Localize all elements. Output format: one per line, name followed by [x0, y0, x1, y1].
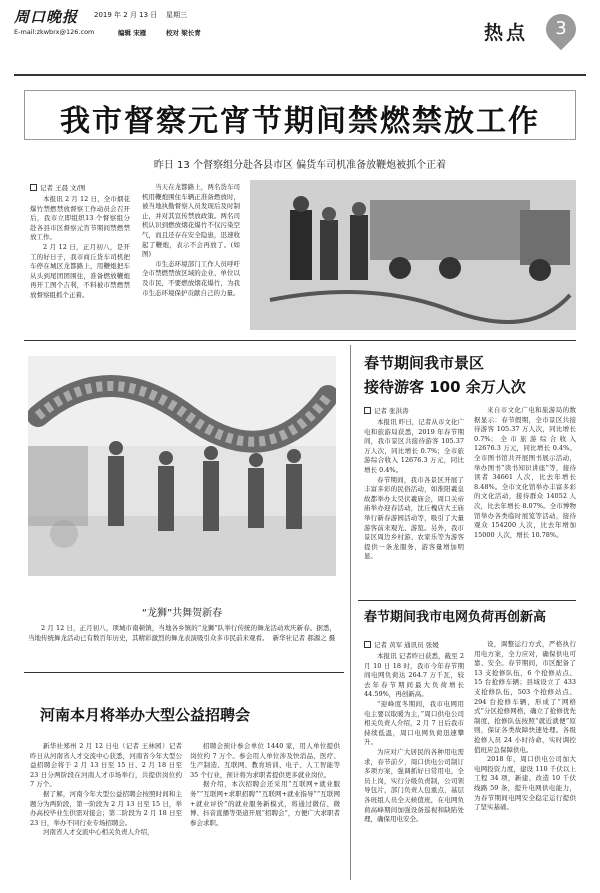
dragon-caption-text: 2 月 12 日，正月初八，项城市南顿镇，当地各乡镇的“龙狮”队举行传统的舞龙活动欢庆新春。据悉，当地传统舞龙活动已有数百年历史，其精彩激烈的舞龙表演吸引众多市民前来观看。 — [28, 624, 336, 642]
tourism-column-1 — [364, 418, 464, 596]
paragraph: 市生态环境部门工作人员呼吁全市禁燃禁放区域的企业、单位以及市民，不要燃放烟花爆竹，为我市生态环境保护贡献自己的力量。 — [142, 259, 240, 297]
dragon-divider — [24, 672, 344, 673]
paragraph: 当天在龙都路上，两名货车司机用鞭炮围住车辆正准备燃放时，被当地执勤督察人员发现后及时制止，并对其宣传禁放政策。两名司机认识到燃放烟花爆竹不仅污染空气，而且还存在安全隐患，迅速收起了鞭炮，表示不会再放了。(如图) — [142, 183, 240, 259]
job-fair-headline: 河南本月将举办大型公益招聘会 — [40, 706, 251, 724]
tourism-divider — [358, 600, 576, 601]
column-divider — [350, 345, 351, 880]
power-byline-text: 记者 黄军 通讯员 张媛 — [374, 641, 439, 649]
paper-name: 周口晚报 — [14, 8, 79, 26]
lead-headline: 我市督察元宵节期间禁燃禁放工作 — [60, 104, 540, 139]
power-column-1 — [364, 652, 464, 876]
lead-byline — [30, 183, 85, 192]
paragraph: 2018 年，周口供电公司加大电网投资力度，建设 110 千伏以上工程 34 项，新建、改造 10 千伏线路 59 条，提升电网供电能力，为春节期间电网安全稳定运行提供了坚实基础。 — [474, 755, 576, 812]
section-divider — [24, 340, 576, 341]
paragraph: 设，调整运行方式，严格执行用电方案，全力应对，确保供电可靠、安全。春节期间，市区配备了 13 支抢修队伍，6 个抢修站点、15 台抢修车辆；县域设立了 433 支抢修队伍，503 个抢修站点、294 台抢修车辆，形成了“网格式”分区抢修网格，确立了抢修优先制度，抢修队伍按照“就近就便”原则，保证各类故障快速处理。各级抢修人员 24 小时待命，实时调控值班应急保障供电。 — [474, 640, 576, 754]
dragon-photo — [28, 356, 336, 576]
paragraph: 本报讯 2 月 12 日，全市烟花爆竹禁燃禁放督察工作动员会召开后，我市立即组织13 个督察组分赴各县市区督察元宵节期间禁燃禁放工作。 — [30, 195, 130, 242]
tourism-byline — [364, 406, 409, 415]
lead-column-1 — [30, 195, 130, 325]
paragraph: 河南省人才交流中心相关负责人介绍， — [43, 828, 154, 837]
power-byline — [364, 640, 439, 649]
dragon-caption — [28, 624, 336, 664]
paragraph: 春节期间，我市各景区开展了丰富多彩的民俗活动，如淮阳羲皇故都举办太昊伏羲庙会，周口关帝庙举办迎春活动，沈丘槐店大王庙举行新春游园活动等，吸引了大量游客前来观光、游览。另外，我市景区周边乡村游、农家乐等为游客提供一条龙服务，游客量增加明显。 — [364, 475, 464, 561]
job-fair-column-2 — [190, 742, 340, 878]
byline-marker — [30, 184, 37, 191]
tourism-column-2 — [474, 406, 576, 596]
byline-marker — [364, 407, 371, 414]
power-headline: 春节期间我市电网负荷再创新高 — [364, 610, 547, 625]
tourism-headline-2: 接待游客 100 余万人次 — [364, 378, 526, 396]
proofreader-credit: 校对 梁长青 — [166, 29, 201, 37]
paragraph: 据介绍，本次招聘会还采用“互联网+就业服务”“互联网+求职招聘”“互联网+就业指导”“互联网+就业评价”的就业服务新模式，将通过微信、微博、抖音直播等渠道开展“招聘会”，方便广大求职者参会求职。 — [190, 780, 340, 827]
issue-date: 2019 年 2 月 13 日 — [94, 11, 158, 19]
masthead — [14, 6, 586, 64]
lead-subheadline: 昨日 13 个督察组分赴各县市区 偏货车司机准备放鞭炮被抓个正着 — [153, 160, 447, 171]
paragraph: 本报讯 昨日，记者从市文化广电和旅游局获悉，2019 年春节期间，我市景区共接待游客 105.37 万人次，同比增长 0.7%；全市旅游综合收入 12676.3 万元，同比增长 0.4%。 — [364, 418, 464, 474]
tourism-byline-text: 记者 张洪涛 — [374, 407, 409, 415]
dragon-caption-title: “龙狮”共舞贺新春 — [141, 608, 223, 619]
paragraph: 为应对广大居民的各种用电需求，春节前夕，周口供电公司制订多项方案，强调抓好日常用电，全员上岗，实行分级负责制，公司领导包片，部门负责人包重点，基层各班组人员全天候值班，在电网负荷高峰期间加强设备巡视和缺陷处理，确保用电安全。 — [364, 747, 464, 824]
paragraph: 招聘会预计参会单位 1440 家，用人单位提供岗位约 7 万个。参会用人单位涉及快消品、医疗、生产制造、互联网、教育培训、电子、人工智能等 35 个行业，预计将为求职者提供更多就业岗位。 — [190, 742, 340, 779]
tourism-headline-1: 春节期间我市景区 — [364, 354, 485, 372]
section-name: 热点 — [484, 22, 529, 44]
paragraph: 来自市文化广电和旅游局的数据显示：春节假期，全市景区共接待游客 105.37 万人次，同比增长 0.7%；全市旅游综合收入 12676.3 万元，同比增长 0.4%。全市图书馆共开展图书展示活动，举办图书“读书知识讲座”等，接待读者 34661 人次，比去年增长 8.48%。全市文化馆举办丰富多彩的文化活动，接待群众 14052 人次，比去年增长 8.07%。全市博物馆举办各类临时展览等活动，接待观众 154200 人次，比去年增加 15000 人次，增长 10.78%。 — [474, 406, 576, 539]
job-fair-column-1 — [30, 742, 182, 878]
photo-credit: 新华社记者 郝源之 摄 — [272, 633, 336, 642]
byline-marker — [364, 641, 371, 648]
power-column-2 — [474, 640, 576, 876]
masthead-rule — [14, 74, 586, 76]
issue-weekday: 星期三 — [166, 11, 187, 19]
paragraph: 2 月 12 日，正月初八，是开工的好日子，我市商丘货车司机把车停在城区龙都路上，用鞭炮把车从头到尾团团围住，准备燃放鞭炮再开工图个吉利，不料被市禁燃禁放督察组抓个正着。 — [30, 242, 130, 299]
paragraph: 据了解，河南今年大型公益招聘会按照时间和主题分为两阶段，第一阶段为 2 月 13 日至 15 日，举办高校毕业生供需对接会；第二阶段为 2 月 18 日至 23 日，举办不同行业专场招聘会。 — [30, 789, 182, 827]
lead-column-2 — [142, 183, 240, 325]
paragraph: “迎峰度冬期间，我市电网用电主要以取暖为主，”周口供电公司相关负责人介绍，2 月 7 日后我市持续低温，周口电网负荷迅速攀升。 — [364, 699, 464, 747]
editor-credit: 编辑 宋雁 — [118, 29, 147, 37]
paragraph: 新华社郑州 2 月 12 日电（记者 王林园）记者昨日从河南省人才交流中心获悉，河南省今年大型公益招聘会将于 2 月 13 日至 15 日、2 月 18 日至 23 日分两阶段在河南人才市场举行，共提供岗位约 7 万个。 — [30, 742, 182, 789]
lead-photo — [250, 180, 576, 330]
page-number: 3 — [555, 18, 567, 39]
lead-byline-text: 记者 王晨 文/图 — [40, 184, 86, 192]
contact-email: E-mail:zkwbrx@126.com — [14, 28, 95, 36]
paragraph: 本报讯 记者昨日获悉，截至 2 月 10 日 18 时，我市今年春节期间电网负荷达 264.7 万千瓦，较去年春节期间最大负荷增长 44.59%，再创新高。 — [364, 652, 464, 699]
